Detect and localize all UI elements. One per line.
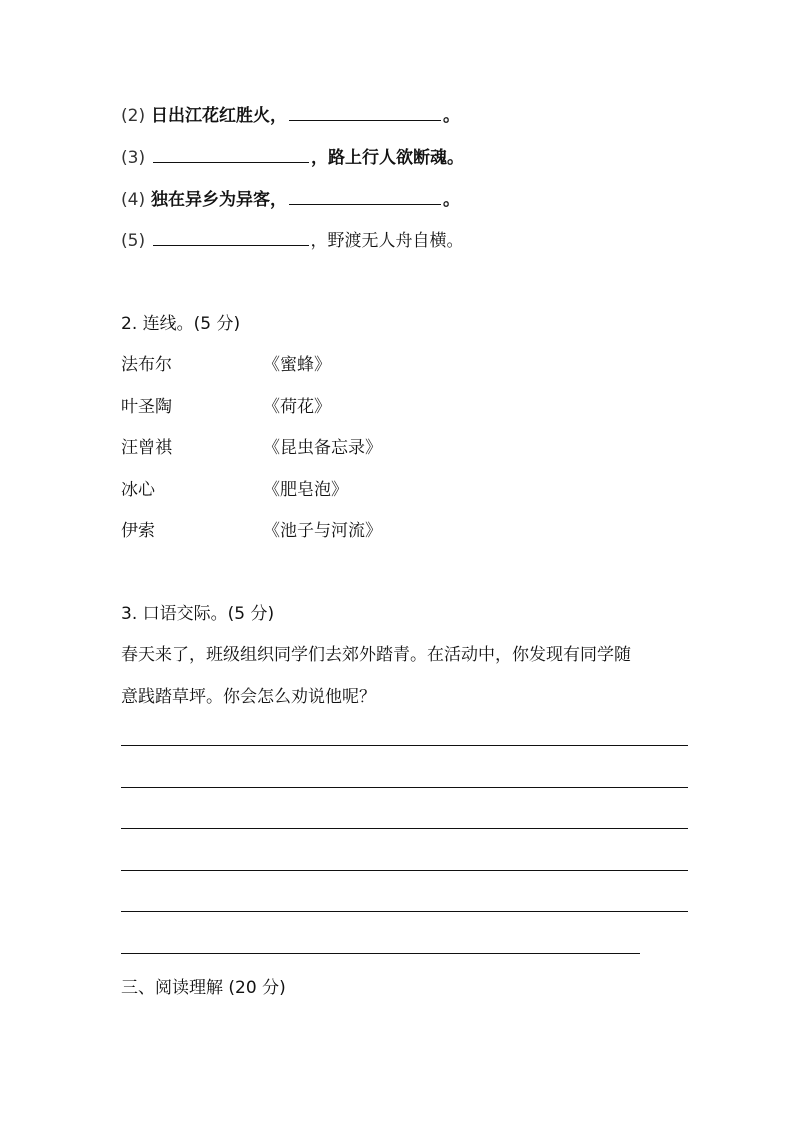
item-text-after: 。 bbox=[443, 106, 461, 126]
fill-item-2 bbox=[121, 104, 460, 128]
item-number: (4) bbox=[121, 190, 146, 210]
fill-item-3 bbox=[121, 146, 464, 170]
item-text-after: 。 bbox=[443, 190, 461, 210]
answer-line[interactable] bbox=[121, 953, 640, 954]
oral-prompt-line: 春天来了，班级组织同学们去郊外踏青。在活动中，你发现有同学随 bbox=[121, 645, 631, 665]
item-text-before: 独在异乡为异客， bbox=[151, 190, 288, 210]
author-item[interactable]: 叶圣陶 bbox=[121, 397, 172, 417]
answer-line[interactable] bbox=[121, 787, 688, 788]
item-number: (5) bbox=[121, 231, 146, 251]
answer-line[interactable] bbox=[121, 870, 688, 871]
oral-title: 3. 口语交际。(5 分) bbox=[121, 604, 275, 624]
author-item[interactable]: 法布尔 bbox=[121, 355, 172, 375]
work-item[interactable]: 《荷花》 bbox=[263, 397, 331, 417]
answer-line[interactable] bbox=[121, 745, 688, 746]
answer-line[interactable] bbox=[121, 828, 688, 829]
answer-blank[interactable] bbox=[153, 146, 309, 163]
item-text-after: ，路上行人欲断魂。 bbox=[311, 148, 465, 168]
answer-blank[interactable] bbox=[289, 188, 441, 205]
work-item[interactable]: 《蜜蜂》 bbox=[263, 355, 331, 375]
item-text-before: 日出江花红胜火， bbox=[151, 106, 288, 126]
work-item[interactable]: 《肥皂泡》 bbox=[263, 480, 348, 500]
answer-line[interactable] bbox=[121, 911, 688, 912]
work-item[interactable]: 《池子与河流》 bbox=[263, 521, 382, 541]
item-text-after: ，野渡无人舟自横。 bbox=[310, 231, 464, 251]
oral-prompt-line: 意践踏草坪。你会怎么劝说他呢？ bbox=[121, 687, 376, 707]
section-heading: 三、阅读理解 (20 分) bbox=[121, 978, 286, 998]
answer-blank[interactable] bbox=[153, 229, 309, 246]
matching-title: 2. 连线。(5 分) bbox=[121, 314, 241, 334]
answer-blank[interactable] bbox=[289, 104, 441, 121]
fill-item-4 bbox=[121, 188, 460, 212]
item-number: (3) bbox=[121, 148, 146, 168]
item-number: (2) bbox=[121, 106, 146, 126]
fill-item-5 bbox=[121, 229, 464, 253]
author-item[interactable]: 汪曾祺 bbox=[121, 438, 172, 458]
work-item[interactable]: 《昆虫备忘录》 bbox=[263, 438, 382, 458]
author-item[interactable]: 冰心 bbox=[121, 480, 155, 500]
author-item[interactable]: 伊索 bbox=[121, 521, 155, 541]
